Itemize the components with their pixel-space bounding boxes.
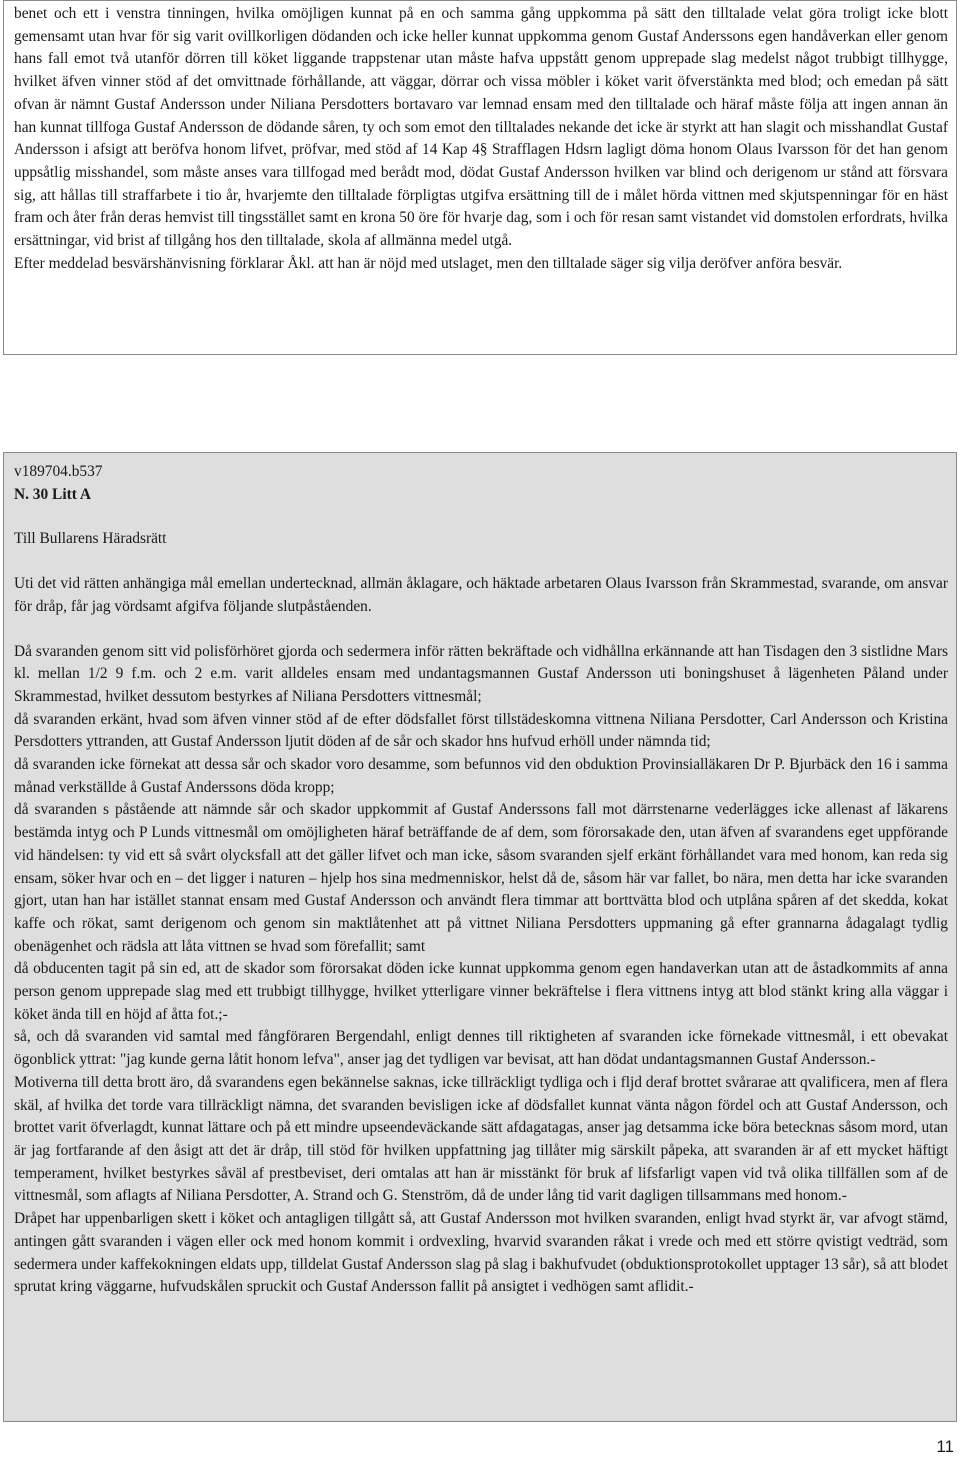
page-number: 11 <box>936 1437 954 1456</box>
prosecutor-statement-box <box>3 452 957 1422</box>
court-addressee: Till Bullarens Häradsrätt <box>14 530 167 548</box>
verdict-text-box <box>3 0 957 355</box>
appeal-notice-paragraph: Efter meddelad besvärshänvisning förklarar Åkl. att han är nöjd med utslaget, men den tilltalade säger sig vilja deröfver anföra besvär. <box>14 254 843 272</box>
statement-paragraph: Motiverna till detta brott äro, då svarandens egen bekännelse saknas, icke tillräckligt tydliga och i fljd deraf brottet svårarae att qvalificera, men af flera skäl, af hvilka det torde vara tillräckligt nämna, det svaranden bevisligen icke af dödsfallet kunnat vänta någon fördel och att Gustaf Andersson, och brottet varit öfverlagdt, kunnat lättare och på ett mindre upseendeväckande sätt afdagatagas, anser jag detsamma icke böra betecknas såsom mord, utan är jag fortfarande af den åsigt att det är dråp, till stöd för hvilken uppfattning jag tillåter mig särskilt påpeka, att svaranden är af ett mycket häftigt temperament, hvilket bestyrkes såväl af prestbeviset, deri omtalas att han är misstänkt för bruk af lifsfarligt vapen vid två olika tillfällen som af de vittnesmål, som aflagts af Niliana Persdotter, A. Strand och G. Stenström, då de under lång tid varit dagligen tillsammans med honom.- <box>14 1073 948 1205</box>
statement-paragraph: Då svaranden genom sitt vid polisförhöret gjorda och sedermera inför rätten bekräftade och vidhållna erkännande att han Tisdagen den 3 sistlidne Mars kl. mellan 1/2 9 f.m. och 2 e.m. varit alldeles ensam med undantagsmannen Gustaf Andersson uti boningshuset å lägenheten Påland under Skrammestad, hvilket dessutom bestyrkes af Niliana Persdotters vittnesmål; <box>14 642 948 705</box>
statement-paragraph: då svaranden erkänt, hvad som äfven vinner stöd af de efter dödsfallet först tillstädeskomna vittnena Niliana Persdotter, Carl Andersson och Kristina Persdotters yttranden, att Gustaf Andersson ljutit döden af de sår och skador hns hufvud erhöll under nämnda tid; <box>14 710 948 751</box>
intro-paragraph: Uti det vid rätten anhängiga mål emellan undertecknad, allmän åklagare, och häktade arbetaren Olaus Ivarsson från Skrammestad, svarande, om ansvar för dråp, får jag vördsamt afgifva följande slutpåståenden. <box>14 575 948 615</box>
statement-paragraph: då obducenten tagit på sin ed, att de skador som förorsakat döden icke kunnat uppkomma genom egen handaverkan utan att de åstadkommits af anna person genom upprepade slag med ett trubbigt tillhygge, hvilket ytterligare vinner bekräftelse i flera vittnens intyg att blod stänkt kring alla väggar i köket ända till en höjd af åtta fot.;- <box>14 960 948 1023</box>
document-reference: v189704.b537 <box>14 463 103 480</box>
statement-paragraph: då svaranden icke förnekat att dessa sår och skador voro desamme, som befunnos vid den obduktion Provinsialläkaren Dr P. Bjurbäck den 16 i samma månad verkställde å Gustaf Anderssons döda kropp; <box>14 756 948 796</box>
statement-paragraph: så, och då svaranden vid samtal med fångföraren Bergendahl, enligt dennes till riktigheten af svaranden icke förnekade vittnesmål, i ett obevakat ögonblick yttrat: "jag kunde gerna låtit honom lefva", anser jag det tydligen var bevisat, att han dödat undantagsmannen Gustaf Andersson.- <box>14 1028 948 1069</box>
verdict-paragraph: benet och ett i venstra tinningen, hvilka omöjligen kunnat på en och samma gång uppkomma på sätt den tilltalade velat göra troligt icke blott gemensamt utan hvar för sig varit ovillkorligen dödanden och icke heller kunnat uppkomma genom Gustaf Anderssons egen handåverkan eller genom hans fall emot två utanför dörren till köket liggande trappstenar utan måste hafva uppstått genom upprepade slag medelst något trubbigt tillhygge, hvilket äfven vinner stöd af det omvittnade förhållande, att väggar, dörrar och vissa möbler i köket varit öfverstänkta med blod; och emedan på sätt ofvan är nämnt Gustaf Andersson under Niliana Persdotters bortavaro var lemnad ensam med den tilltalade och häraf måste följa att ingen annan än han kunnat tillfoga Gustaf Andersson de dödande såren, ty och som emot den tilltalades nekande det icke är styrkt att han slagit och misshandlat Gustaf Andersson i afsigt att beröfva honom lifvet, pröfvar, med stöd af 14 Kap 4§ Strafflagen Hdsrn lagligt döma honom Olaus Ivarsson för det han genom uppsåtlig misshandel, som måste anses vara tillfogad med berådt mod, dödat Gustaf Andersson hvilken var blind och derigenom ur stånd att försvara sig, att hållas till straffarbete i tio år, hvarjemte den tilltalade förpligtas utgifva ersättning till de i målet hörda vittnen med skjutspenningar för en häst fram och åter från deras hemvist till tingsstället samt en krona 50 öre för hvarje dag, som i och för resan samt vistandet vid domstolen erfordrats, hvilka ersättningar, vid brist af tillgång hos den tilltalade, skola af allmänna medel utgå. <box>14 5 948 250</box>
document-heading: N. 30 Litt A <box>14 485 91 503</box>
statement-paragraph: då svaranden s påstående att nämnde sår och skador uppkommit af Gustaf Anderssons fall mot därrstenarne vederlägges icke allenast af läkarens bestämda intyg och P Lunds vittnesmål om omöjligheten häraf beträffande de af dem, som förorsakade den, utan äfven af svarandens eget uppförande vid händelsen: ty vid ett så svårt olycksfall att det gäller lifvet och man icke, såsom svaranden sjelf erkänt förhållandet vara med honom, kan reda sig ensam, söker hvar och en – det ligger i naturen – hjelp hos sina medmenniskor, helst då de, såsom här var fallet, bo nära, men detta har icke svaranden gjort, utan han har istället stannat ensam med Gustaf Andersson och användt flera timmar att borttvätta blod och utplåna spåren af det skedda, kokat kaffe och rökat, samt derigenom och genom sin maktlåtenhet att på vittnet Niliana Persdotters uppmaning gå efter grannarna ådagalagt tydlig obenägenhet och rädsla att låta vittnen se hvad som förefallit; samt <box>14 801 948 955</box>
statement-paragraph: Dråpet har uppenbarligen skett i köket och antagligen tillgått så, att Gustaf Andersson mot hvilken svaranden, enligt hvad styrkt är, var afvogt stämd, antingen gått svaranden i vägen eller ock med honom kommit i ordvexling, hvarvid svaranden råkat i vrede och med ett större qvistigt vedträd, som sedermera under kaffekokningen eldats upp, tilldelat Gustaf Andersson slag på slag i bakhufvudet (obduktionsprotokollet upptager 13 sår), så att blodet sprutat kring väggarne, hufvudskålen spruckit och Gustaf Andersson fallit på ansigtet i vedhögen samt aflidit.- <box>14 1210 948 1296</box>
